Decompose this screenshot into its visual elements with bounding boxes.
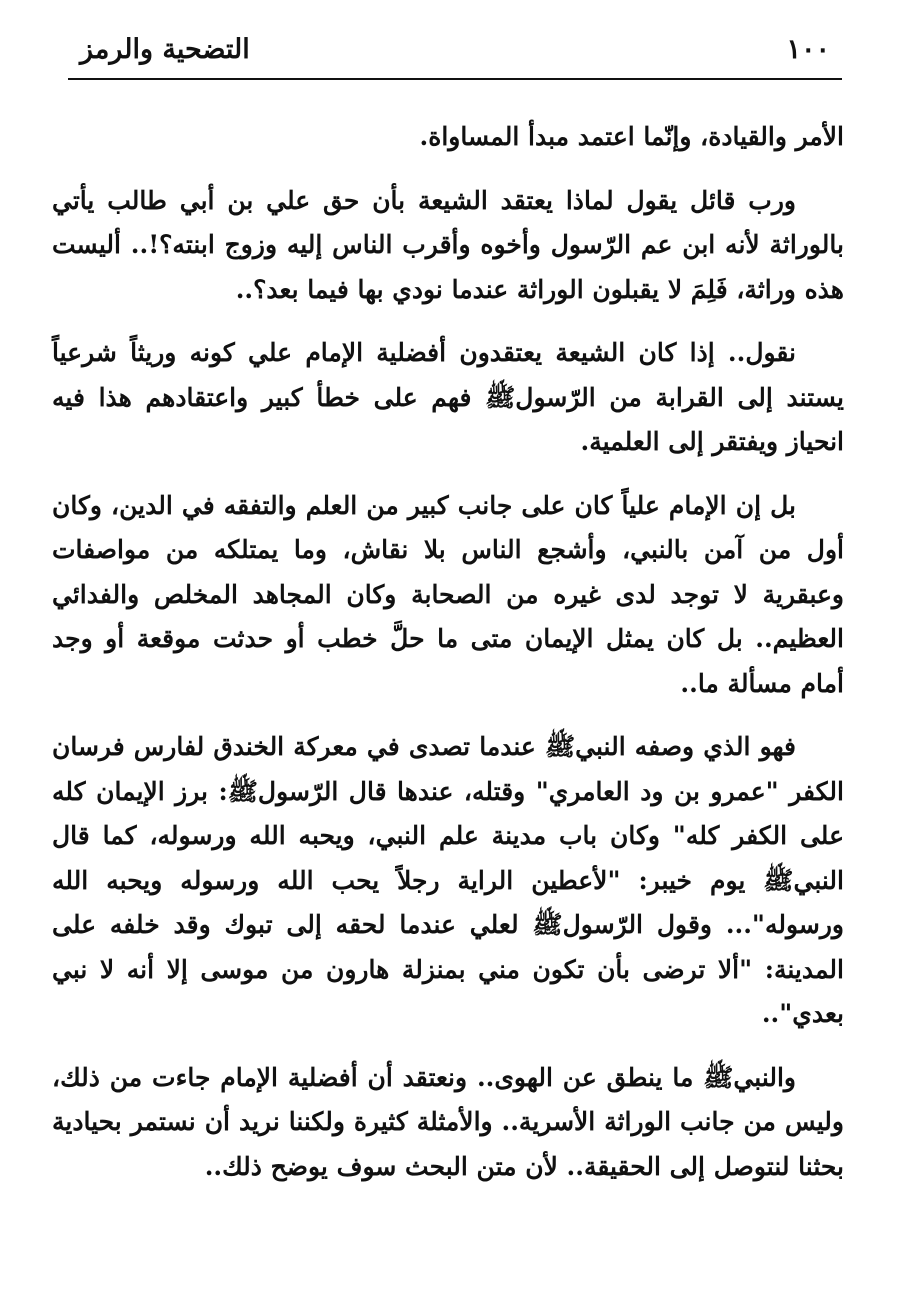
paragraph: الأمر والقيادة، وإنّما اعتمد مبدأ المساواة. bbox=[419, 122, 844, 151]
page-number: ١٠٠ bbox=[786, 34, 830, 65]
paragraph: ورب قائل يقول لماذا يعتقد الشيعة بأن حق علي بن أبي طالب يأتي بالوراثة لأنه ابن عم الرّسول وأخوه وأقرب الناس إليه وزوج ابنته؟!.. أليست هذه وراثة، فَلِمَ لا يقبلون الوراثة عندما نودي بها فيما بعد؟.. bbox=[52, 185, 844, 304]
paragraph: فهو الذي وصفه النبيﷺ عندما تصدى في معركة الخندق لفارس فرسان الكفر "عمرو بن ود العامري" وقتله، عندها قال الرّسولﷺ: برز الإيمان كله على الكفر كله" وكان باب مدينة علم النبي، ويحبه الله ورسوله، كما قال النبيﷺ يوم خيبر: "لأعطين الراية رجلاً يحب الله ورسوله ويحبه الله ورسوله"... وقول الرّسولﷺ لعلي عندما لحقه إلى تبوك وقد خلفه على المدينة: "ألا ترضى بأن تكون مني بمنزلة هارون من موسى إلا أنه لا نبي بعدي".. bbox=[52, 732, 844, 1028]
running-title: التضحية والرمز bbox=[80, 34, 250, 65]
page-header bbox=[68, 28, 842, 80]
paragraph: بل إن الإمام علياً كان على جانب كبير من العلم والتفقه في الدين، وكان أول من آمن بالنبي، وأشجع الناس بلا نقاش، وما يمتلكه من مواصفات وعبقرية لا توجد لدى غيره من الصحابة وكان المجاهد المخلص والفدائي العظيم.. بل كان يمثل الإيمان متى ما حلَّ خطب أو حدثت موقعة أو وجد أمام مسألة ما.. bbox=[52, 490, 844, 698]
paragraph: والنبيﷺ ما ينطق عن الهوى.. ونعتقد أن أفضلية الإمام جاءت من ذلك، وليس من جانب الوراثة الأسرية.. والأمثلة كثيرة ولكننا نريد أن نستمر بحيادية بحثنا لنتوصل إلى الحقيقة.. لأن متن البحث سوف يوضح ذلك.. bbox=[52, 1062, 844, 1181]
paragraph: نقول.. إذا كان الشيعة يعتقدون أفضلية الإمام علي كونه وريثاً شرعياً يستند إلى القرابة من الرّسولﷺ فهم على خطأ كبير واعتقادهم هذا فيه انحياز ويفتقر إلى العلمية. bbox=[52, 338, 844, 456]
body-text bbox=[52, 115, 844, 1208]
